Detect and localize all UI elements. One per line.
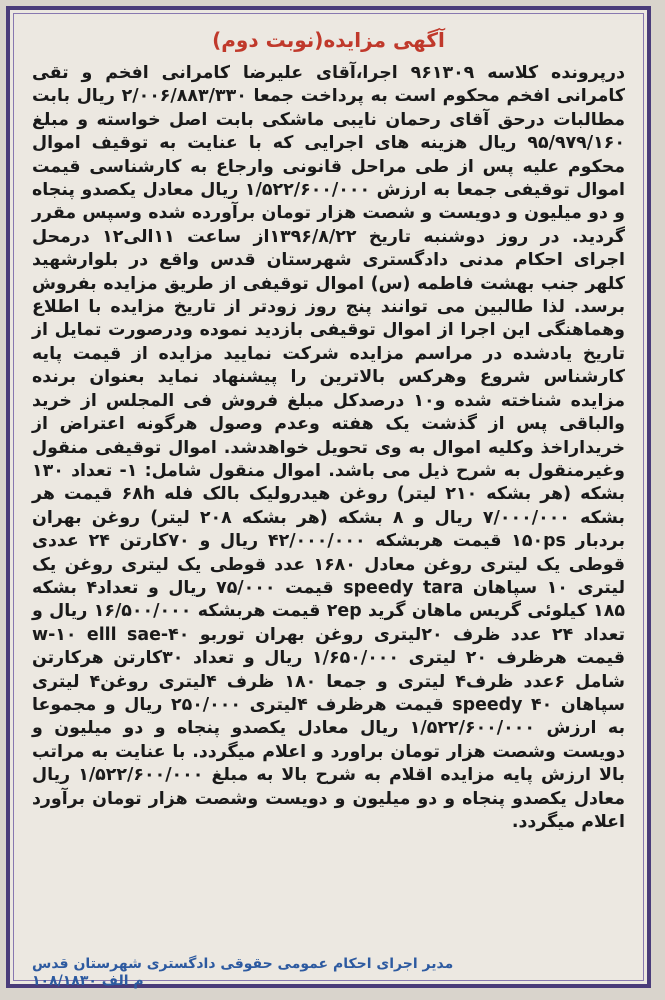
notice-title: آگهی مزایده(نوبت دوم) [212, 28, 445, 52]
notice-footer [32, 956, 625, 990]
footer-reference: م الف ۱۰۸/۱۸۳۰ [32, 973, 144, 989]
notice-frame [6, 6, 651, 988]
notice-body: درپرونده کلاسه ۹۶۱۳۰۹ اجرا،آقای علیرضا کامرانی افخم و تقی کامرانی افخم محکوم است به پرداخت جمعا ۲/۰۰۶/۸۸۳/۳۳۰ ریال بابت مطالبات درحق آقای رحمان نایبی ماشکی بابت اصل خواسته و مبلغ ۹۵/۹۷۹/۱۶۰ ریال هزینه های اجرایی که با عنایت به توقیف اموال محکوم علیه پس از طی مراحل قانونی وارجاع به کارشناسی قیمت اموال توقیفی جمعا به ارزش ۱/۵۲۲/۶۰۰/۰۰۰ ریال معادل یکصدو پنجاه و دو میلیون و دویست و شصت هزار تومان برآورده شده وسپس مقرر گردید. در روز دوشنبه تاریخ ۱۳۹۶/۸/۲۲از ساعت ۱۱الی۱۲ درمحل اجرای احکام مدنی دادگستری شهرستان قدس واقع در بلوارشهید کلهر جنب بهشت فاطمه (س) اموال توقیفی از طریق مزایده بفروش برسد. لذا طالبین می توانند پنج روز زودتر از تاریخ مزایده با اطلاع وهماهنگی این اجرا از اموال توقیفی بازدید نموده ودرصورت تمایل از تاریخ یادشده در مراسم مزایده شرکت نمایید مزایده از قیمت پایه کارشناس شروع وهرکس بالاترین را پیشنهاد نماید بعنوان برنده مزایده شناخته شده و۱۰ درصدکل مبلغ فروش فی المجلس از خرید والباقی پس از گذشت یک هفته وعدم وصول هرگونه اعتراض از خریداراخذ وکلیه اموال به وی تحویل خواهدشد. اموال توقیفی منقول وغیرمنقول به شرح ذیل می باشد. اموال منقول شامل: ۱- تعداد ۱۳۰ بشکه (هر بشکه ۲۱۰ لیتر) روغن هیدرولیک بالک فله ۶۸h قیمت هر بشکه ۷/۰۰۰/۰۰۰ ریال و ۸ بشکه (هر بشکه ۲۰۸ لیتر) روغن بهران بردبار ۱۵۰ps قیمت هربشکه ۴۲/۰۰۰/۰۰۰ ریال و ۷۰کارتن ۲۴ عددی قوطی یک لیتری روغن معادل ۱۶۸۰ عدد قوطی یک لیتری روغن یک لیتری ۱۰ سپاهان speedy tara قیمت ۷۵/۰۰۰ ریال و تعداد۴ بشکه ۱۸۵ کیلوئی گریس ماهان گرید ۲ep قیمت هربشکه ۱۶/۵۰۰/۰۰۰ ریال و تعداد ۲۴ عدد ظرف ۲۰لیتری روغن بهران توربو ۴۰-w-۱۰ elll sae قیمت هرظرف ۲۰ لیتری ۱/۶۵۰/۰۰۰ ریال و تعداد ۳۰کارتن هرکارتن شامل ۶عدد ظرف۴ لیتری و جمعا ۱۸۰ ظرف ۴لیتری روغن۴ لیتری سپاهان speedy ۴۰ قیمت هرظرف ۴لیتری ۲۵۰/۰۰۰ ریال و مجموعا به ارزش ۱/۵۲۲/۶۰۰/۰۰۰ ریال معادل یکصدو پنجاه و دو میلیون و دویست وشصت هزار تومان براورد و اعلام میگردد. با عنایت به مراتب بالا ارزش پایه مزایده اقلام به شرح بالا به مبلغ ۱/۵۲۲/۶۰۰/۰۰۰ ریال معادل یکصدو پنجاه و دو میلیون و دویست وشصت هزار تومان برآورد اعلام میگردد. [32, 63, 626, 832]
footer-signature: مدیر اجرای احکام عمومی حقوقی دادگستری شهرستان قدس [32, 956, 454, 972]
